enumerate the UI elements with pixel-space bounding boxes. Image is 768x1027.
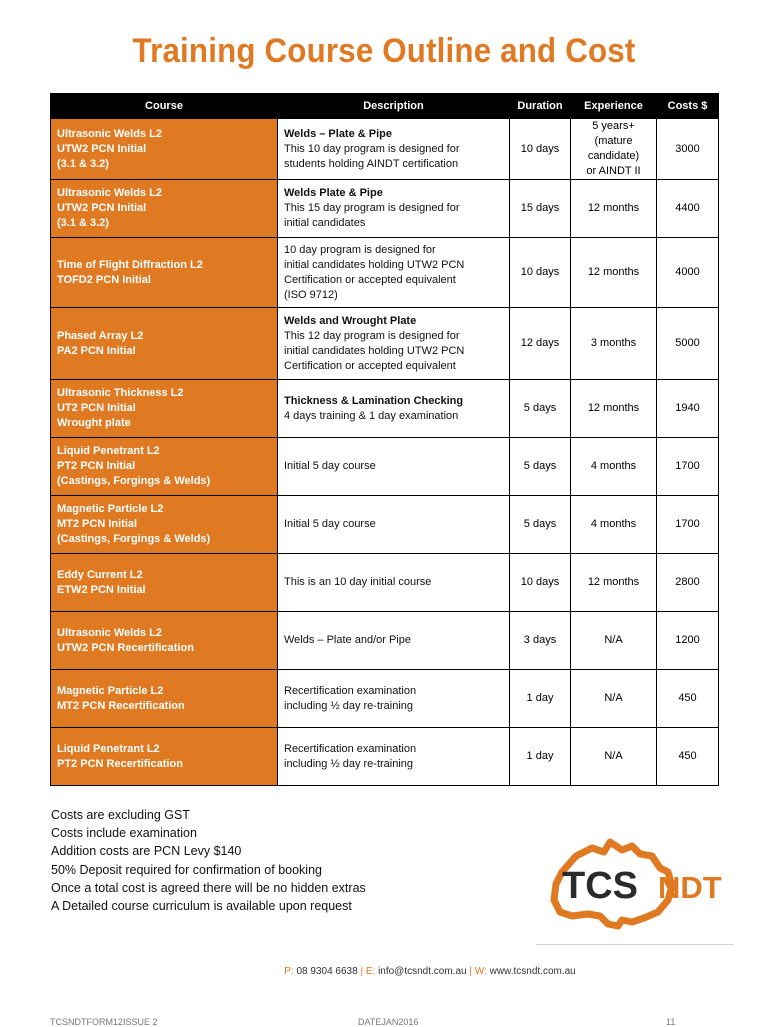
description-cell xyxy=(278,238,510,308)
table-row xyxy=(51,670,719,728)
separator: | xyxy=(469,966,472,977)
description-line: initial candidates holding UTW2 PCN xyxy=(284,258,465,271)
footer-date: DATEJAN2016 xyxy=(358,1017,419,1027)
header-experience: Experience xyxy=(571,94,657,119)
experience-line: 5 years+ xyxy=(592,120,635,132)
description-heading: Welds and Wrought Plate xyxy=(284,314,417,327)
phone-label: P: xyxy=(284,966,294,977)
experience-cell xyxy=(571,728,657,786)
experience-line: or AINDT II xyxy=(586,165,641,177)
logo-ndt-text: NDT xyxy=(658,870,722,905)
header-costs: Costs $ xyxy=(657,94,719,119)
footer-form-id: TCSNDTFORM12ISSUE 2 xyxy=(50,1017,158,1027)
course-line: Magnetic Particle L2 xyxy=(57,684,164,697)
course-cell xyxy=(51,496,278,554)
duration-cell: 10 days xyxy=(510,119,571,180)
experience-line: 12 months xyxy=(587,266,640,278)
cost-cell: 1940 xyxy=(657,380,719,438)
experience-line: candidate) xyxy=(587,150,640,162)
experience-line: 3 months xyxy=(590,337,637,349)
description-heading: Thickness & Lamination Checking xyxy=(284,394,464,407)
description-cell xyxy=(278,612,510,670)
table-row xyxy=(51,554,719,612)
description-line: This 12 day program is designed for xyxy=(284,329,460,342)
course-line: UTW2 PCN Initial xyxy=(57,142,147,155)
course-table xyxy=(50,93,719,786)
notes-list xyxy=(51,806,366,915)
description-line: This 15 day program is designed for xyxy=(284,202,460,214)
course-line: ETW2 PCN Initial xyxy=(57,583,146,596)
description-cell xyxy=(278,496,510,554)
course-cell xyxy=(51,612,278,670)
duration-cell: 3 days xyxy=(510,612,571,670)
description-line: Initial 5 day course xyxy=(284,518,376,530)
cost-cell: 5000 xyxy=(657,308,719,380)
experience-cell xyxy=(571,119,657,180)
course-line: Ultrasonic Welds L2 xyxy=(57,626,162,639)
duration-cell: 5 days xyxy=(510,438,571,496)
note-item: Addition costs are PCN Levy $140 xyxy=(51,844,242,859)
note-item: Once a total cost is agreed there will be no hidden extras xyxy=(51,880,366,895)
course-line: UTW2 PCN Initial xyxy=(57,202,147,214)
experience-line: 12 months xyxy=(587,402,640,414)
description-heading: Welds – Plate & Pipe xyxy=(284,127,393,140)
table-row xyxy=(51,238,719,308)
course-cell xyxy=(51,380,278,438)
course-line: TOFD2 PCN Initial xyxy=(57,273,151,286)
description-line: Welds – Plate and/or Pipe xyxy=(284,634,411,646)
phone-number: 08 9304 6638 xyxy=(296,966,358,977)
course-line: Wrought plate xyxy=(57,417,131,429)
course-line: (3.1 & 3.2) xyxy=(57,157,109,170)
experience-cell xyxy=(571,496,657,554)
table-row xyxy=(51,496,719,554)
description-cell xyxy=(278,119,510,180)
description-line: initial candidates holding UTW2 PCN xyxy=(284,344,465,357)
separator: | xyxy=(360,966,364,977)
cost-cell: 3000 xyxy=(657,119,719,180)
duration-cell: 10 days xyxy=(510,554,571,612)
experience-cell xyxy=(571,554,657,612)
note-item: Costs include examination xyxy=(51,826,197,841)
course-line: Liquid Penetrant L2 xyxy=(57,742,160,755)
course-line: PA2 PCN Initial xyxy=(57,344,136,357)
duration-cell: 5 days xyxy=(510,380,571,438)
experience-line: N/A xyxy=(604,692,623,704)
experience-cell xyxy=(571,380,657,438)
description-line: (ISO 9712) xyxy=(284,288,338,301)
duration-cell: 12 days xyxy=(510,308,571,380)
description-line: students holding AINDT certification xyxy=(284,157,459,170)
table-row xyxy=(51,180,719,238)
course-cell xyxy=(51,554,278,612)
description-line: Initial 5 day course xyxy=(284,460,376,472)
description-line: 4 days training & 1 day examination xyxy=(284,409,459,422)
description-line: including ½ day re-training xyxy=(284,757,414,770)
header-description: Description xyxy=(278,94,510,119)
experience-cell xyxy=(571,180,657,238)
course-line: MT2 PCN Initial xyxy=(57,518,138,530)
cost-cell: 4000 xyxy=(657,238,719,308)
duration-cell: 1 day xyxy=(510,670,571,728)
course-line: MT2 PCN Recertification xyxy=(57,699,185,712)
description-cell xyxy=(278,554,510,612)
course-cell xyxy=(51,728,278,786)
cost-cell: 450 xyxy=(657,670,719,728)
description-cell xyxy=(278,438,510,496)
duration-cell: 5 days xyxy=(510,496,571,554)
cost-cell: 450 xyxy=(657,728,719,786)
experience-cell xyxy=(571,670,657,728)
course-cell xyxy=(51,308,278,380)
description-cell xyxy=(278,180,510,238)
table-row xyxy=(51,380,719,438)
course-cell xyxy=(51,119,278,180)
page-title: Training Course Outline and Cost xyxy=(132,32,636,70)
email-label: E: xyxy=(365,966,376,977)
experience-cell xyxy=(571,308,657,380)
course-line: PT2 PCN Initial xyxy=(57,460,136,472)
tcs-ndt-logo xyxy=(548,838,738,933)
description-line: 10 day program is designed for xyxy=(284,243,436,256)
course-line: PT2 PCN Recertification xyxy=(57,757,183,770)
course-cell xyxy=(51,180,278,238)
divider xyxy=(536,944,734,945)
course-line: (Castings, Forgings & Welds) xyxy=(57,533,211,545)
description-line: This 10 day program is designed for xyxy=(284,142,460,155)
note-item: 50% Deposit required for confirmation of booking xyxy=(51,862,322,877)
course-line: Phased Array L2 xyxy=(57,329,144,342)
cost-cell: 1700 xyxy=(657,496,719,554)
description-line: initial candidates xyxy=(284,217,366,229)
experience-cell xyxy=(571,238,657,308)
course-line: Magnetic Particle L2 xyxy=(57,503,164,515)
table-row xyxy=(51,119,719,180)
duration-cell: 10 days xyxy=(510,238,571,308)
experience-line: N/A xyxy=(604,634,623,646)
table-row xyxy=(51,728,719,786)
description-line: Recertification examination xyxy=(284,742,417,755)
description-line: including ½ day re-training xyxy=(284,699,414,712)
duration-cell: 1 day xyxy=(510,728,571,786)
description-cell xyxy=(278,728,510,786)
table-row xyxy=(51,612,719,670)
experience-line: 4 months xyxy=(590,518,637,530)
experience-line: 4 months xyxy=(590,460,637,472)
description-line: Recertification examination xyxy=(284,684,417,697)
course-line: Time of Flight Diffraction L2 xyxy=(57,258,203,271)
description-cell xyxy=(278,308,510,380)
course-cell xyxy=(51,438,278,496)
contact-line xyxy=(0,966,768,977)
web-address[interactable]: www.tcsndt.com.au xyxy=(489,966,576,977)
course-line: UT2 PCN Initial xyxy=(57,402,136,414)
description-cell xyxy=(278,670,510,728)
experience-cell xyxy=(571,438,657,496)
duration-cell: 15 days xyxy=(510,180,571,238)
note-item: A Detailed course curriculum is available upon request xyxy=(51,899,352,914)
course-line: Ultrasonic Thickness L2 xyxy=(57,387,184,399)
course-line: UTW2 PCN Recertification xyxy=(57,641,194,654)
email-address[interactable]: info@tcsndt.com.au xyxy=(378,966,467,977)
course-line: Ultrasonic Welds L2 xyxy=(57,187,162,199)
description-heading: Welds Plate & Pipe xyxy=(284,187,383,199)
header-course: Course xyxy=(51,94,278,119)
experience-line: 12 months xyxy=(587,576,640,588)
course-line: Eddy Current L2 xyxy=(57,568,143,581)
course-line: (3.1 & 3.2) xyxy=(57,217,109,229)
course-line: (Castings, Forgings & Welds) xyxy=(57,475,211,487)
cost-cell: 4400 xyxy=(657,180,719,238)
course-line: Liquid Penetrant L2 xyxy=(57,445,160,457)
experience-line: 12 months xyxy=(587,202,640,214)
note-item: Costs are excluding GST xyxy=(51,808,190,822)
cost-cell: 1200 xyxy=(657,612,719,670)
description-cell xyxy=(278,380,510,438)
course-cell xyxy=(51,670,278,728)
cost-cell: 1700 xyxy=(657,438,719,496)
table-row xyxy=(51,308,719,380)
experience-line: N/A xyxy=(604,750,623,762)
experience-cell xyxy=(571,612,657,670)
course-line: Ultrasonic Welds L2 xyxy=(57,127,162,140)
description-line: Certification or accepted equivalent xyxy=(284,359,456,372)
course-cell xyxy=(51,238,278,308)
header-duration: Duration xyxy=(510,94,571,119)
table-row xyxy=(51,438,719,496)
experience-line: (mature xyxy=(594,135,633,147)
logo-tcs-text: TCS xyxy=(562,865,638,907)
web-label: W: xyxy=(474,966,487,977)
description-line: This is an 10 day initial course xyxy=(284,576,432,588)
description-line: Certification or accepted equivalent xyxy=(284,273,456,286)
table-header-row xyxy=(51,94,719,119)
cost-cell: 2800 xyxy=(657,554,719,612)
footer-page-number: 11 xyxy=(666,1017,676,1027)
